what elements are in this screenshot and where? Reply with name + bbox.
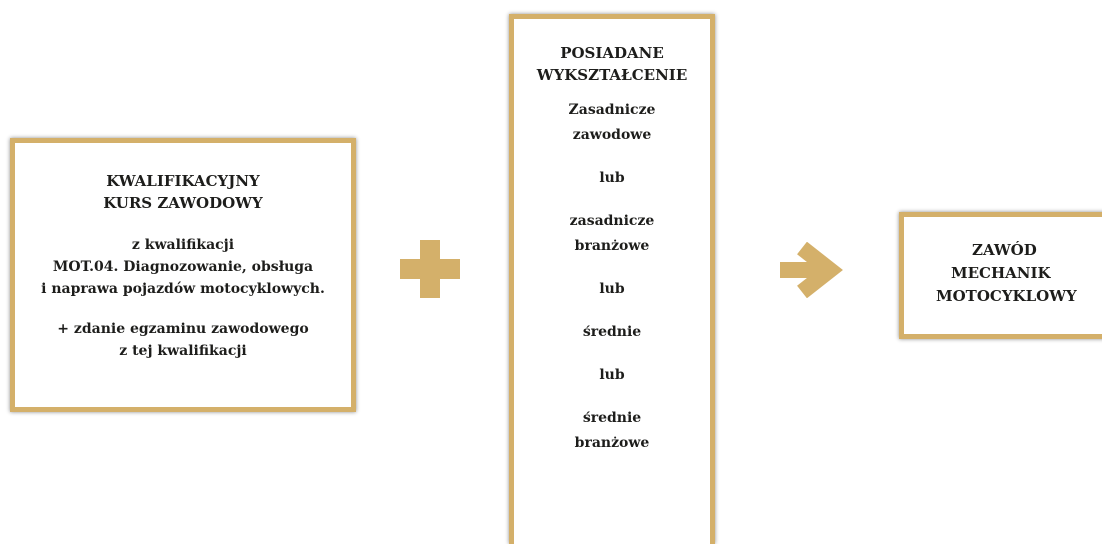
education-or-label: lub: [599, 170, 625, 186]
course-title-line1: KWALIFIKACYJNY: [106, 172, 260, 190]
arrow-right-icon: [780, 242, 844, 298]
profession-line1: ZAWÓD: [972, 241, 1037, 259]
education-option-line: zasadnicze: [569, 213, 655, 229]
course-box: [10, 138, 356, 412]
education-box: [509, 14, 715, 544]
course-qualification-line3: i naprawa pojazdów motocyklowych.: [41, 281, 325, 297]
education-option-line: Zasadnicze: [568, 102, 656, 118]
education-option-line: branżowe: [574, 238, 650, 254]
education-option-line: średnie: [582, 324, 642, 340]
education-option-line: zawodowe: [572, 127, 652, 143]
profession-line2: MECHANIK: [951, 264, 1051, 282]
education-or-label: lub: [599, 281, 625, 297]
education-or-label: lub: [599, 367, 625, 383]
education-option-line: branżowe: [574, 435, 650, 451]
course-qualification-line2: MOT.04. Diagnozowanie, obsługa: [52, 259, 314, 275]
course-exam-line1: + zdanie egzaminu zawodowego: [57, 321, 309, 337]
course-title-line2: KURS ZAWODOWY: [103, 194, 263, 212]
course-qualification-line1: z kwalifikacji: [131, 237, 235, 253]
profession-box: [899, 212, 1102, 339]
profession-line3: MOTOCYKLOWY: [936, 287, 1077, 305]
plus-icon: [400, 240, 460, 298]
education-option-line: średnie: [582, 410, 642, 426]
course-exam-line2: z tej kwalifikacji: [119, 343, 247, 359]
education-title-line2: WYKSZTAŁCENIE: [536, 66, 688, 84]
education-title-line1: POSIADANE: [560, 44, 664, 62]
